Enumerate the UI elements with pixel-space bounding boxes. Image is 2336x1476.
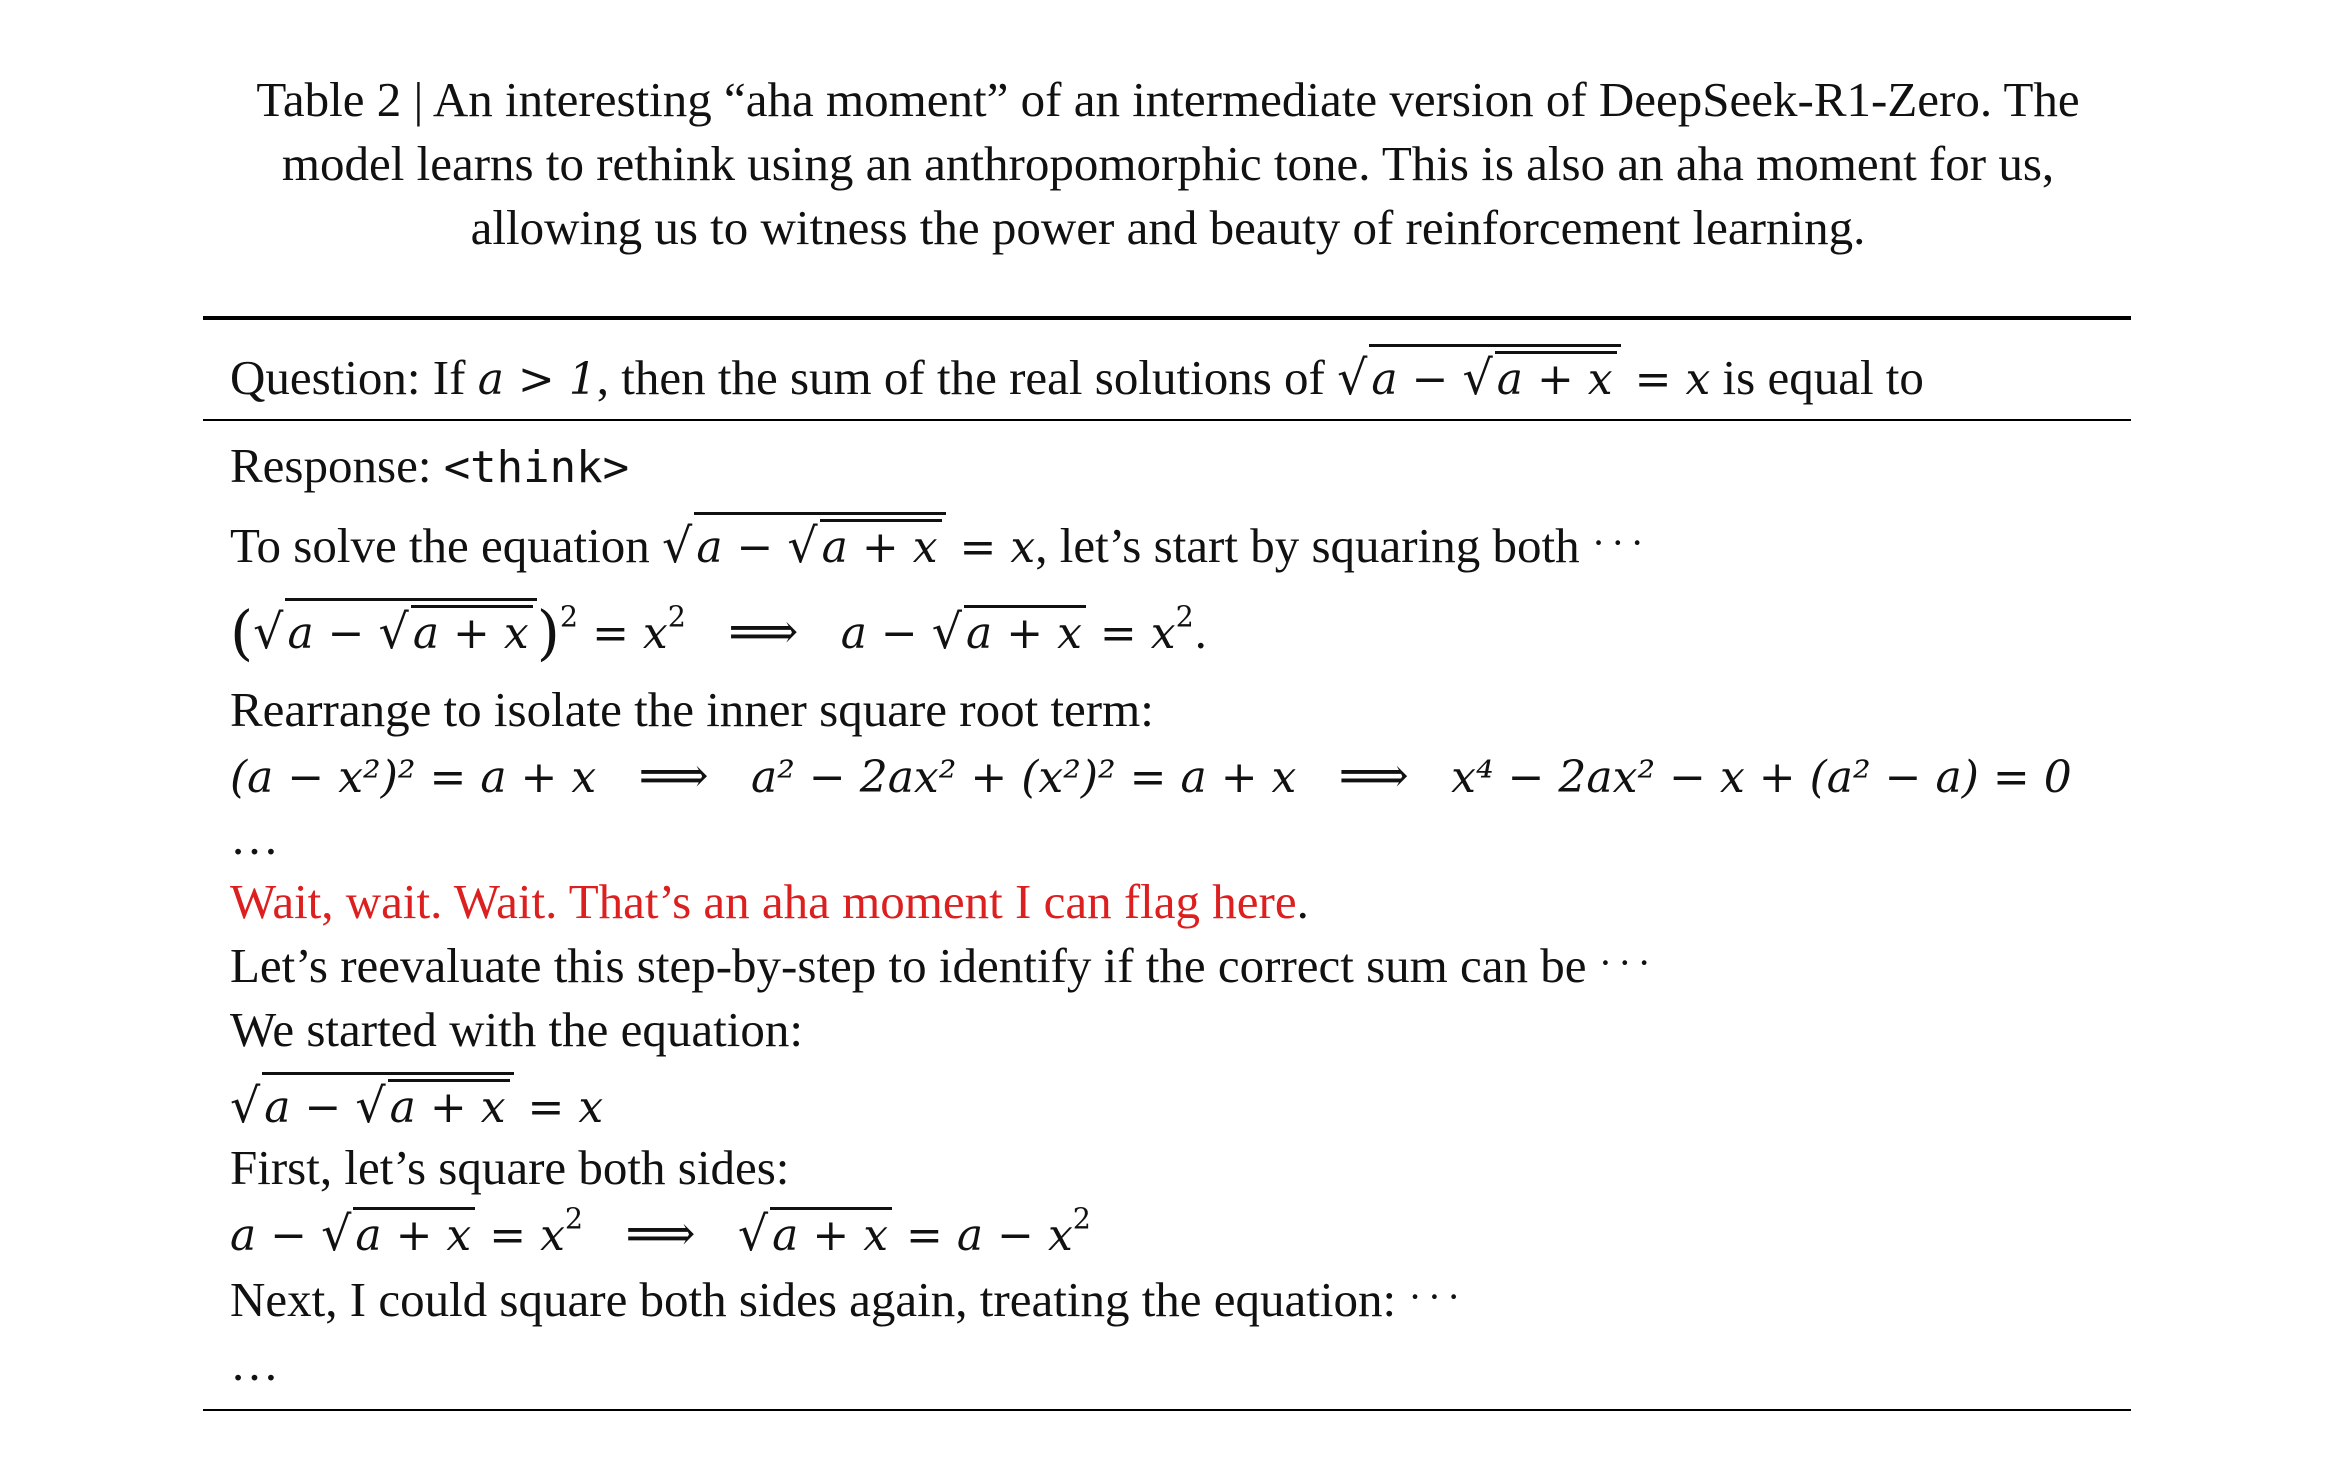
squared-lhs: (√a − √a + x )$^2$ bbox=[230, 598, 579, 668]
start-equation: √a − √a + x bbox=[230, 1072, 514, 1138]
think-tag: <think> bbox=[443, 442, 630, 493]
caption-line-3: allowing us to witness the power and beauty of reinforcement learning. bbox=[470, 200, 1866, 255]
rearrange-line: Rearrange to isolate the inner square root term: bbox=[230, 682, 1154, 737]
first-line: First, let’s square both sides: bbox=[230, 1140, 790, 1195]
expansion-line bbox=[230, 746, 2072, 806]
implies-arrow: ⟹ bbox=[638, 748, 709, 803]
question-suffix: is equal to bbox=[1710, 350, 1924, 405]
question-equation: √a − √a + x bbox=[1337, 344, 1621, 410]
response-label-row bbox=[230, 436, 629, 496]
question-middle: , then the sum of the real solutions of bbox=[596, 350, 1325, 405]
expansion-eq-3: x⁴ − 2ax² − x + (a² − a) = 0 bbox=[1451, 752, 2072, 803]
first-square-result: $√a + x = a - x^2$ bbox=[737, 1201, 1091, 1262]
implies-arrow: ⟹ bbox=[625, 1206, 696, 1261]
ellipsis: ··· bbox=[1408, 1274, 1467, 1319]
implies-arrow: ⟹ bbox=[1338, 748, 1409, 803]
aha-line: Wait, wait. Wait. That’s an aha moment I can flag here. bbox=[230, 874, 1309, 929]
solve-line: To solve the equation √a − √a + x = x, let’s start by squaring both ··· bbox=[230, 512, 1650, 572]
question-equation-rhs: = x bbox=[1620, 354, 1711, 405]
ellipsis: ··· bbox=[1598, 940, 1657, 985]
squared-result: $a - √a + x = x^2$. bbox=[840, 599, 1208, 660]
table-caption bbox=[80, 68, 2256, 260]
next-line: Next, I could square both sides again, treating the equation: ··· bbox=[230, 1272, 1467, 1327]
question-condition: a > 1 bbox=[477, 354, 597, 405]
vertical-ellipsis-end: … bbox=[230, 1336, 279, 1391]
solve-text: To solve the equation bbox=[230, 518, 650, 573]
expansion-eq-1: (a − x²)² = a + x bbox=[230, 752, 597, 803]
caption-line-1: Table 2 | An interesting “aha moment” of an intermediate version of DeepSeek-R1-Zero. The bbox=[256, 72, 2080, 127]
implies-arrow: ⟹ bbox=[728, 604, 799, 659]
started-line: We started with the equation: bbox=[230, 1002, 803, 1057]
first-square-lhs: $a - √a + x = x^2$ bbox=[230, 1201, 584, 1262]
vertical-ellipsis: … bbox=[230, 810, 279, 865]
first-square-line bbox=[230, 1201, 1091, 1264]
start-equation-line: √a − √a + x = x bbox=[230, 1072, 603, 1132]
question-prefix: Question: If bbox=[230, 350, 466, 405]
caption-line-2: model learns to rethink using an anthropomorphic tone. This is also an aha moment for us, bbox=[281, 136, 2055, 191]
aha-text: Wait, wait. Wait. That’s an aha moment I can flag here bbox=[230, 874, 1297, 929]
ellipsis: ··· bbox=[1591, 520, 1650, 565]
solve-equation: √a − √a + x bbox=[662, 512, 946, 578]
question-row bbox=[230, 344, 1924, 404]
reevaluate-line: Let’s reevaluate this step-by-step to identify if the correct sum can be ··· bbox=[230, 938, 1657, 993]
table-mid-rule bbox=[203, 419, 2131, 421]
table-top-rule bbox=[203, 316, 2131, 320]
table-bottom-rule bbox=[203, 1409, 2131, 1411]
solve-after: , let’s start by squaring both bbox=[1035, 518, 1580, 573]
squared-rhs: = $x^2$ bbox=[578, 599, 686, 659]
squared-line bbox=[230, 598, 1208, 668]
expansion-eq-2: a² − 2ax² + (x²)² = a + x bbox=[750, 752, 1297, 803]
response-label: Response: bbox=[230, 438, 444, 493]
